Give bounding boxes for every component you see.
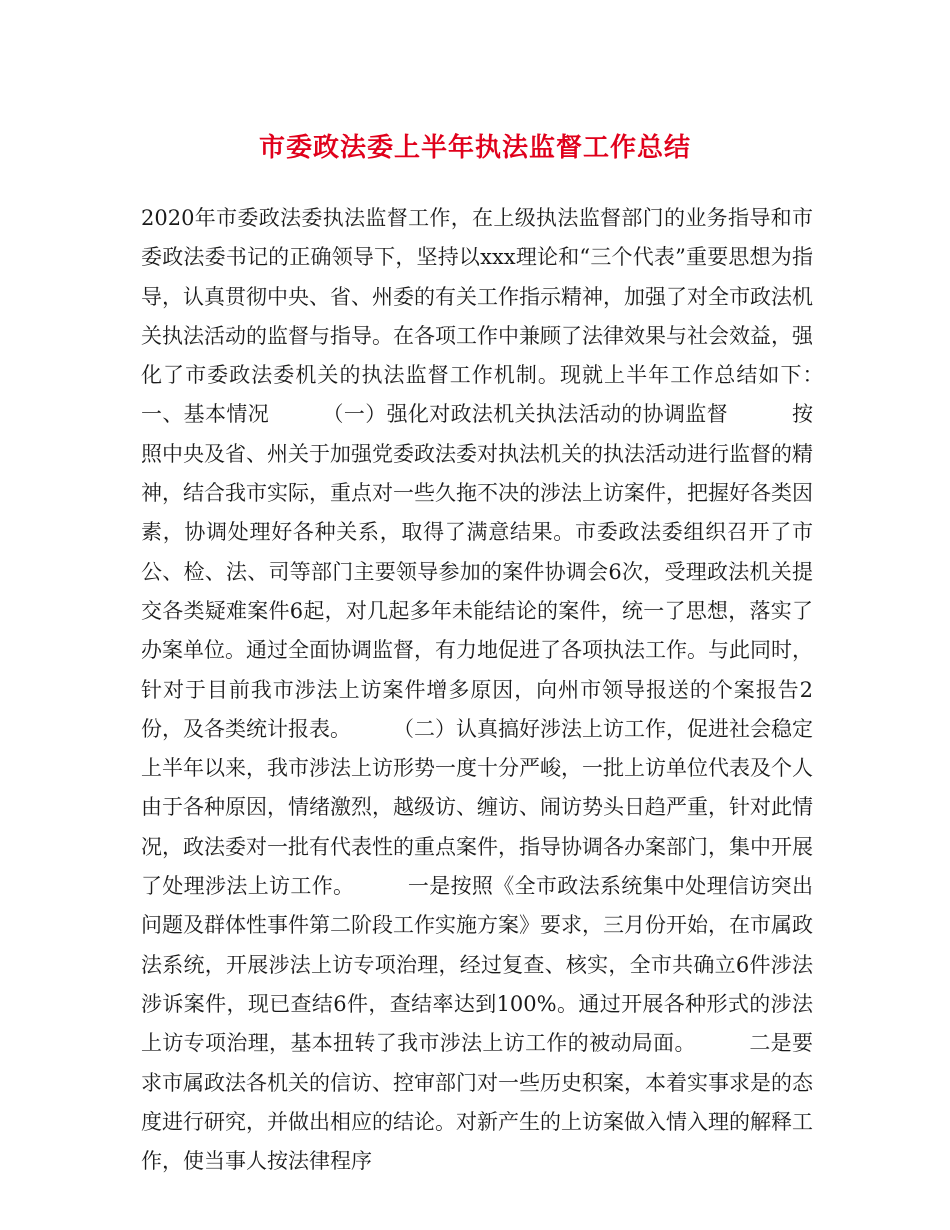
document-title: 市委政法委上半年执法监督工作总结 — [258, 133, 691, 163]
document-body-paragraph: 2020年市委政法委执法监督工作，在上级执法监督部门的业务指导和市委政法委书记的正确领导下，坚持以xxx理论和“三个代表”重要思想为指导，认真贯彻中央、省、州委的有关工作指示精神，加强了对全市政法机关执法活动的监督与指导。在各项工作中兼顾了法律效果与社会效益，强化了市委政法委机关的执法监督工作机制。现就上半年工作总结如下： 一、基本情况 （一）强化对政法机关执法活动的协调监督 按照中央及省、州关于加强党委政法委对执法机关的执法活动进行监督的精神，结合我市实际，重点对一些久拖不决的涉法上访案件，把握好各类因素，协调处理好各种关系，取得了满意结果。市委政法委组织召开了市公、检、法、司等部门主要领导参加的案件协调会6次，受理政法机关提交各类疑难案件6起，对几起多年未能结论的案件，统一了思想，落实了办案单位。通过全面协调监督，有力地促进了各项执法工作。与此同时，针对于目前我市涉法上访案件增多原因，向州市领导报送的个案报告2份，及各类统计报表。 （二）认真搞好涉法上访工作，促进社会稳定 上半年以来，我市涉法上访形势一度十分严峻，一批上访单位代表及个人由于各种原因，情绪激烈，越级访、缠访、闹访势头日趋严重，针对此情况，政法委对一批有代表性的重点案件，指导协调各办案部门，集中开展了处理涉法上访工作。 一是按照《全市政法系统集中处理信访突出问题及群体性事件第二阶段工作实施方案》要求，三月份开始，在市属政法系统，开展涉法上访专项治理，经过复查、核实，全市共确立6件涉法涉诉案件，现已查结6件，查结率达到100%。通过开展各种形式的涉法上访专项治理，基本扭转了我市涉法上访工作的被动局面。 二是要求市属政法各机关的信访、控审部门对一些历史积案，本着实事求是的态度进行研究，并做出相应的结论。对新产生的上访案做入情入理的解释工作，使当事人按法律程序 — [141, 206, 876, 1174]
